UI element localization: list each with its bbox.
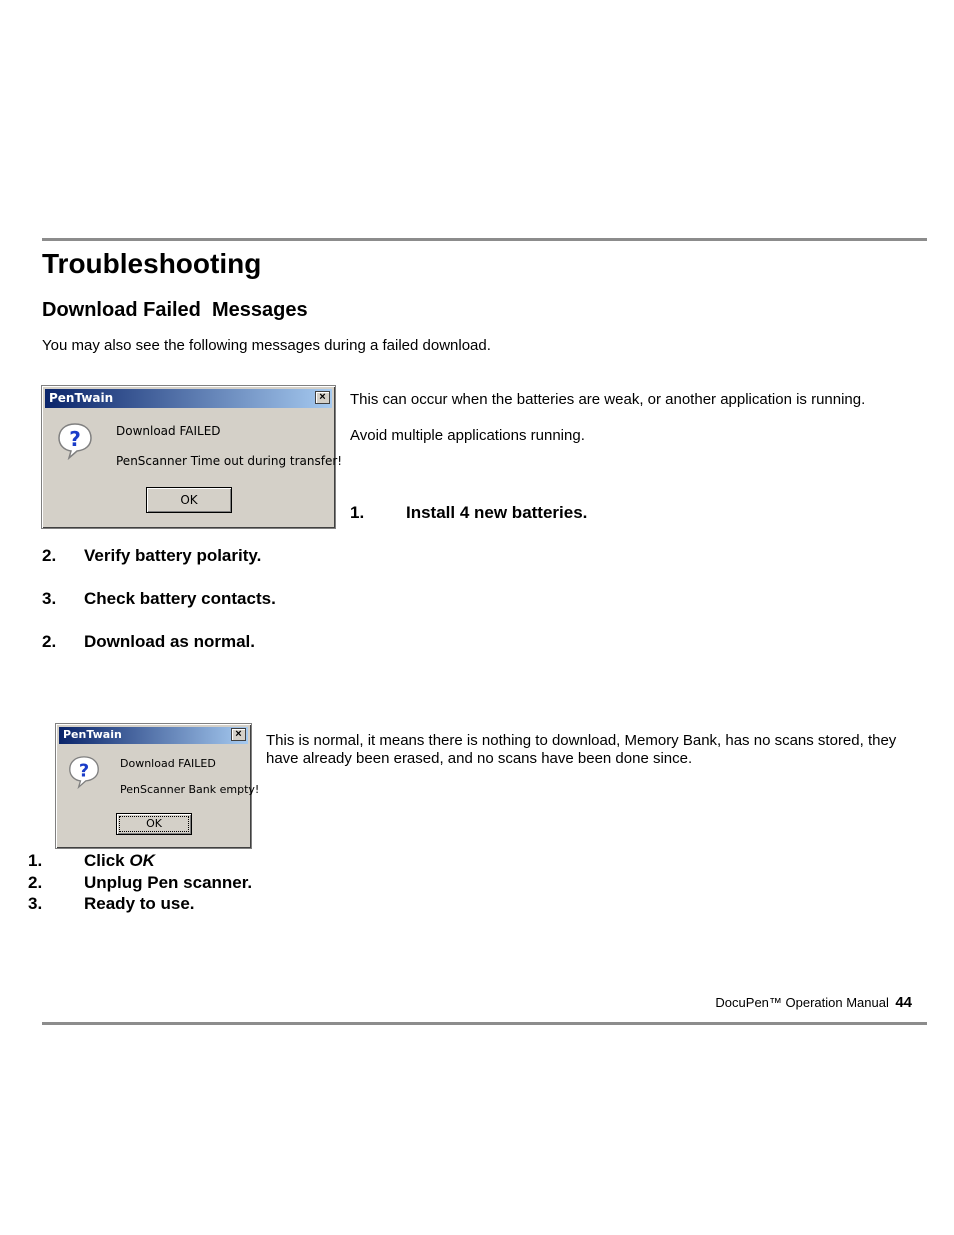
step-number: 1. <box>28 851 43 870</box>
dialog-title: PenTwain <box>63 728 122 741</box>
dialog-message-1: Download FAILED <box>116 424 221 438</box>
page-number: 44 <box>895 994 912 1011</box>
page-title: Troubleshooting <box>42 248 262 279</box>
page-footer <box>715 994 912 1012</box>
step-number: 3. <box>28 894 43 913</box>
ok-button[interactable]: OK <box>116 813 192 835</box>
step-text: Download as normal. <box>84 632 255 651</box>
description-timeout: This can occur when the batteries are weak, or another application is running. <box>350 391 866 408</box>
step-text: Ready to use. <box>84 894 195 913</box>
step-item <box>28 894 428 916</box>
svg-text:?: ? <box>69 427 81 451</box>
dialog-title: PenTwain <box>49 391 114 405</box>
step-item <box>42 589 442 611</box>
step-text-main: Click <box>84 851 130 870</box>
step-text: Check battery contacts. <box>84 589 276 608</box>
top-rule <box>42 238 927 241</box>
step-item <box>350 503 750 525</box>
dialog-titlebar <box>45 389 332 408</box>
close-icon[interactable]: × <box>231 728 246 741</box>
intro-text: You may also see the following messages during a failed download. <box>42 337 491 354</box>
ok-emphasis: OK <box>129 851 155 870</box>
dialog-titlebar <box>59 727 248 744</box>
step-number: 3. <box>42 589 57 608</box>
step-number: 2. <box>42 632 57 651</box>
question-icon <box>68 755 100 789</box>
step-text: Install 4 new batteries. <box>406 503 588 522</box>
step-number: 1. <box>350 503 365 522</box>
step-text <box>84 851 155 871</box>
question-icon <box>57 422 93 460</box>
ok-button[interactable]: OK <box>146 487 232 513</box>
dialog-message-1: Download FAILED <box>120 757 216 770</box>
step-number: 2. <box>42 546 57 565</box>
footer-label: DocuPen™ Operation Manual <box>715 995 889 1010</box>
description-normal: This is normal, it means there is nothing to download, Memory Bank, has no scans stored, they have already been erased, and no scans have been done since. <box>266 732 897 767</box>
step-item <box>42 546 442 568</box>
dialog-message-2: PenScanner Bank empty! <box>120 783 260 796</box>
step-item <box>28 873 428 895</box>
description-avoid: Avoid multiple applications running. <box>350 427 585 444</box>
pentwain-bank-empty-dialog <box>55 723 260 849</box>
close-icon[interactable]: × <box>315 391 330 404</box>
section-title: Download Failed Messages <box>42 299 308 321</box>
pentwain-timeout-dialog <box>41 385 343 529</box>
step-number: 2. <box>28 873 43 892</box>
step-text: Verify battery polarity. <box>84 546 262 565</box>
svg-text:?: ? <box>78 761 90 782</box>
bottom-rule <box>42 1022 927 1025</box>
step-item <box>42 632 442 654</box>
step-text: Unplug Pen scanner. <box>84 873 253 892</box>
dialog-message-2: PenScanner Time out during transfer! <box>116 454 343 468</box>
step-item <box>28 851 428 873</box>
